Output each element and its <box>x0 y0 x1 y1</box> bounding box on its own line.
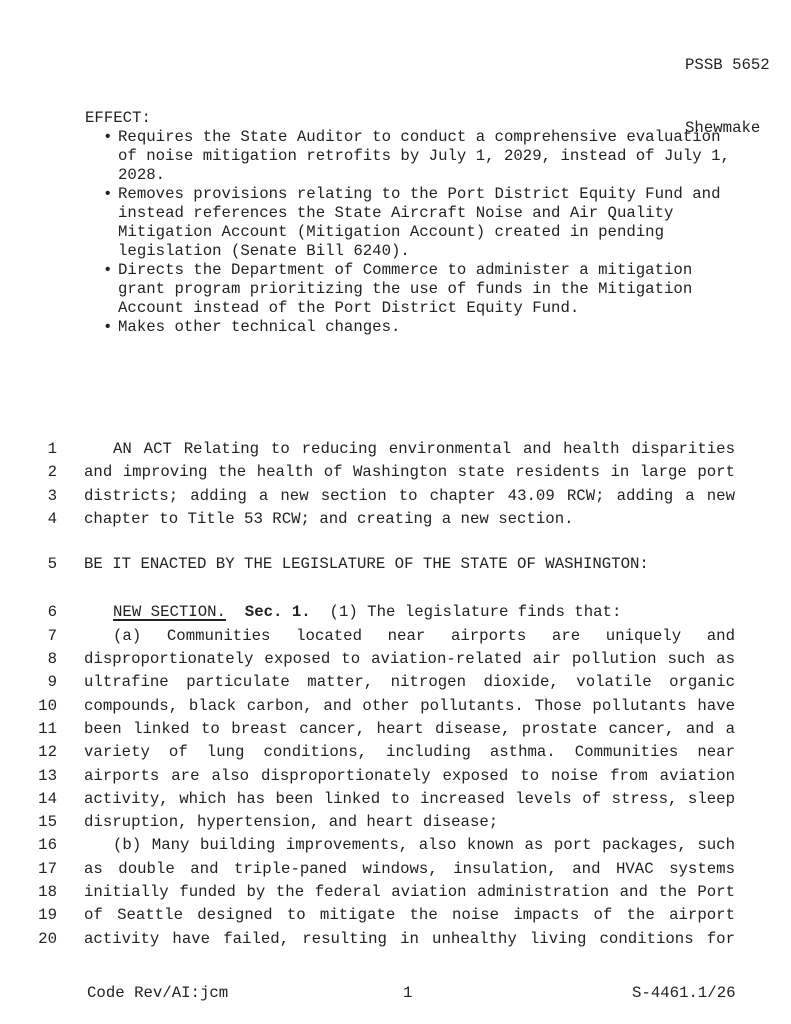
line-number: 2 <box>47 463 57 482</box>
bill-line <box>0 671 791 694</box>
bill-line <box>0 788 791 811</box>
line-number: 18 <box>38 883 57 902</box>
text-segment: activity have failed, resulting in unhealthy living conditions for <box>84 929 735 948</box>
line-number: 10 <box>38 696 57 715</box>
bullet-text <box>118 185 755 261</box>
text-segment: (1) The legislature finds that: <box>310 603 622 622</box>
bullet-line: Mitigation Account (Mitigation Account) created in pending <box>118 223 665 241</box>
text-segment: ultrafine particulate matter, nitrogen dioxide, volatile organic <box>84 673 735 692</box>
bullet-line: Removes provisions relating to the Port District Equity Fund and <box>118 185 721 203</box>
text-segment: as double and triple-paned windows, insulation, and HVAC systems <box>84 859 735 878</box>
text-segment: (a) Communities located near airports are uniquely and <box>113 626 735 645</box>
bullet-text <box>118 128 755 185</box>
line-number: 1 <box>47 440 57 458</box>
line-number: 15 <box>38 813 57 832</box>
line-text <box>84 765 735 788</box>
bill-body <box>0 438 791 951</box>
bullet-icon: • <box>103 261 113 279</box>
bullet-line: instead references the State Aircraft Noise and Air Quality <box>118 204 674 222</box>
line-text <box>84 553 735 576</box>
line-text <box>84 928 735 951</box>
text-segment <box>226 603 245 621</box>
line-text <box>84 811 735 834</box>
line-number: 19 <box>38 906 57 925</box>
bill-line <box>0 438 791 461</box>
bill-line <box>0 718 791 741</box>
line-number: 14 <box>38 789 57 808</box>
bullet-line: of noise mitigation retrofits by July 1, 2029, instead of July 1, <box>118 147 730 165</box>
line-number: 13 <box>38 766 57 785</box>
text-segment: (b) Many building improvements, also known as port packages, such <box>113 836 735 855</box>
bill-line <box>0 553 791 576</box>
line-number: 6 <box>47 603 57 622</box>
line-text <box>84 741 735 764</box>
bullet-line: Requires the State Auditor to conduct a comprehensive evaluation <box>118 128 721 146</box>
text-segment: BE IT ENACTED BY THE LEGISLATURE OF THE STATE OF WASHINGTON: <box>84 555 649 574</box>
bullet-line: Makes other technical changes. <box>118 318 401 336</box>
bill-line <box>0 741 791 764</box>
line-text <box>84 788 735 811</box>
line-text <box>84 625 735 648</box>
blank-line <box>0 576 791 601</box>
effect-bullet <box>85 185 755 261</box>
line-text <box>84 834 735 857</box>
line-text <box>84 438 735 461</box>
text-segment: chapter to Title 53 RCW; and creating a new section. <box>84 509 574 528</box>
bill-line <box>0 904 791 927</box>
bullet-line: 2028. <box>118 166 166 184</box>
line-text <box>84 904 735 927</box>
line-text <box>84 718 735 741</box>
text-segment: initially funded by the federal aviation administration and the Port <box>84 883 735 902</box>
bill-line <box>0 811 791 834</box>
line-text <box>84 485 735 508</box>
bullet-line: Directs the Department of Commerce to administer a mitigation <box>118 261 693 279</box>
line-text <box>84 858 735 881</box>
bullet-line: Account instead of the Port District Equity Fund. <box>118 299 580 317</box>
bullet-line: grant program prioritizing the use of funds in the Mitigation <box>118 280 693 298</box>
bill-line <box>0 508 791 531</box>
bill-line <box>0 695 791 718</box>
line-text <box>84 648 735 671</box>
bullet-text <box>118 318 755 337</box>
line-number: 9 <box>47 673 57 692</box>
text-segment: and improving the health of Washington state residents in large port <box>84 463 735 482</box>
footer-code-reviser: Code Rev/AI:jcm <box>87 984 229 1002</box>
bullet-icon: • <box>103 185 113 203</box>
bullet-line: legislation (Senate Bill 6240). <box>118 242 410 260</box>
text-segment: compounds, black carbon, and other pollutants. Those pollutants have <box>84 696 735 715</box>
bill-number: PSSB 5652 <box>685 56 770 74</box>
effect-bullet <box>85 128 755 185</box>
effect-bullet-list <box>85 128 755 337</box>
line-number: 11 <box>38 719 57 738</box>
text-segment: airports are also disproportionately exposed to noise from aviation <box>84 766 735 785</box>
bill-sponsor: Shewmake <box>685 119 761 137</box>
underline-text-segment: NEW SECTION. <box>113 603 226 622</box>
footer-draft-number: S-4461.1/26 <box>632 984 736 1002</box>
line-number: 7 <box>47 626 57 645</box>
effect-section <box>85 109 755 337</box>
effect-bullet <box>85 318 755 337</box>
footer-page-number: 1 <box>403 984 413 1002</box>
bullet-icon: • <box>103 318 113 336</box>
bill-line <box>0 625 791 648</box>
line-text <box>84 671 735 694</box>
bill-line <box>0 601 791 624</box>
text-segment: disproportionately exposed to aviation-related air pollution such as <box>84 650 735 669</box>
text-segment: of Seattle designed to mitigate the noise impacts of the airport <box>84 906 735 925</box>
line-number: 16 <box>38 836 57 855</box>
bill-line <box>0 648 791 671</box>
line-text <box>84 508 735 531</box>
effect-bullet <box>85 261 755 318</box>
line-text <box>84 461 735 484</box>
text-segment: variety of lung conditions, including asthma. Communities near <box>84 743 735 762</box>
page-footer <box>0 983 791 1005</box>
bill-line <box>0 461 791 484</box>
bill-line <box>0 485 791 508</box>
bill-line <box>0 765 791 788</box>
bill-line <box>0 834 791 857</box>
line-number: 20 <box>38 929 57 948</box>
line-number: 5 <box>47 555 57 574</box>
bill-line <box>0 881 791 904</box>
blank-line <box>0 531 791 553</box>
line-number: 17 <box>38 859 57 878</box>
text-segment: activity, which has been linked to increased levels of stress, sleep <box>84 789 735 808</box>
text-segment: districts; adding a new section to chapter 43.09 RCW; adding a new <box>84 486 735 505</box>
line-number: 4 <box>47 509 57 528</box>
text-segment: disruption, hypertension, and heart disease; <box>84 813 499 832</box>
text-segment: been linked to breast cancer, heart disease, prostate cancer, and a <box>84 719 735 738</box>
line-text <box>84 601 735 624</box>
bill-line <box>0 858 791 881</box>
text-segment: AN ACT Relating to reducing environmental and health disparities <box>113 440 735 458</box>
line-number: 12 <box>38 743 57 762</box>
bullet-icon: • <box>103 128 113 146</box>
bold-text-segment: Sec. 1. <box>244 603 311 622</box>
line-number: 8 <box>47 650 57 669</box>
line-text <box>84 881 735 904</box>
line-text <box>84 695 735 718</box>
line-number: 3 <box>47 486 57 505</box>
bill-line <box>0 928 791 951</box>
bullet-text <box>118 261 755 318</box>
effect-heading: EFFECT: <box>85 109 151 127</box>
